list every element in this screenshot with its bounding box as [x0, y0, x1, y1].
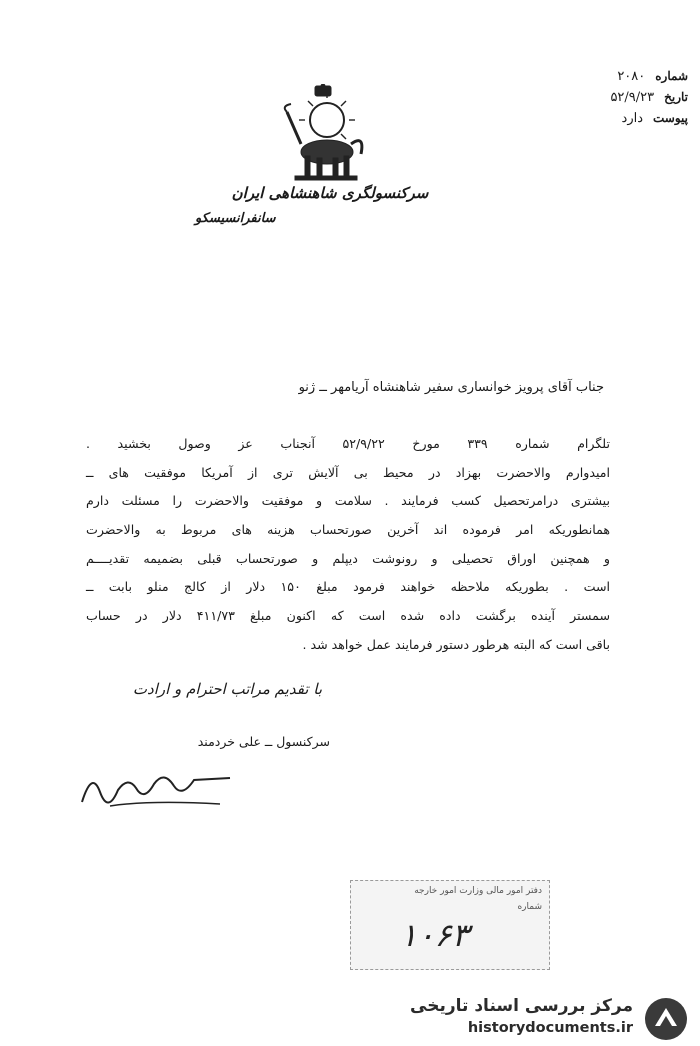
city-name: سانفرانسیسکو	[195, 211, 276, 226]
attachment-label: پیوست	[653, 111, 688, 125]
handwritten-signature	[70, 762, 240, 812]
archive-name: مرکز بررسی اسناد تاریخی	[410, 996, 633, 1016]
date-value: ۵۲/۹/۲۳	[610, 90, 655, 105]
archive-watermark	[390, 996, 695, 1046]
receipt-stamp	[350, 880, 550, 970]
body-line: همانطوریکه امر فرموده اند آخرین صورتحساب هزینه های مربوط به والاحضرت	[86, 522, 610, 538]
attachment-value: دارد	[621, 111, 643, 126]
stamp-office-label: دفتر امور مالی وزارت امور خارجه	[414, 886, 542, 896]
number-value: ۲۰۸۰	[617, 69, 646, 84]
addressee-line: جناب آقای پرویز خوانساری سفیر شاهنشاه آریامهر ــ ژنو	[298, 380, 604, 395]
body-line: و همچنین اوراق تحصیلی و رونوشت دیپلم و صورتحساب قبلی بضمیمه تقدیــــم	[86, 550, 610, 566]
body-line: امیدوارم والاحضرت بهزاد در محیط بی آلایش تری از آمریکا موفقیت های ــ	[86, 464, 610, 480]
archive-url: historydocuments.ir	[467, 1020, 633, 1036]
body-line: است . بطوریکه ملاحظه خواهند فرمود مبلغ ۱۵۰ دلار از کالج منلو بابت ــ	[86, 579, 610, 595]
body-line: تلگرام شماره ۳۳۹ مورخ ۵۲/۹/۲۲ آنجناب عز وصول بخشید .	[86, 436, 610, 451]
lion-and-sun-emblem-icon	[277, 84, 373, 184]
body-line: بیشتری درامرتحصیل کسب فرمایند . سلامت و موفقیت والاحضرت را مسئلت دارم	[86, 493, 610, 509]
archive-logo-icon	[643, 996, 689, 1042]
body-line: سمستر آینده برگشت داده شده است که اکنون مبلغ ۴۱۱/۷۳ دلار در حساب	[86, 608, 610, 624]
reference-block	[558, 66, 688, 129]
date-label: تاریخ	[664, 90, 688, 104]
organization-name: سرکنسولگری شاهنشاهی ایران	[231, 184, 429, 202]
stamp-number: ۱۰۶۳	[400, 916, 469, 954]
stamp-number-label: شماره	[517, 902, 542, 912]
number-label: شماره	[655, 69, 688, 83]
signer-line: سرکنسول ــ علی خردمند	[197, 734, 330, 749]
closing-phrase: با تقدیم مراتب احترام و ارادت	[132, 680, 322, 698]
body-line: باقی است که البته هرطور دستور فرمایند عمل خواهد شد .	[302, 636, 610, 652]
letter-body	[86, 430, 610, 660]
